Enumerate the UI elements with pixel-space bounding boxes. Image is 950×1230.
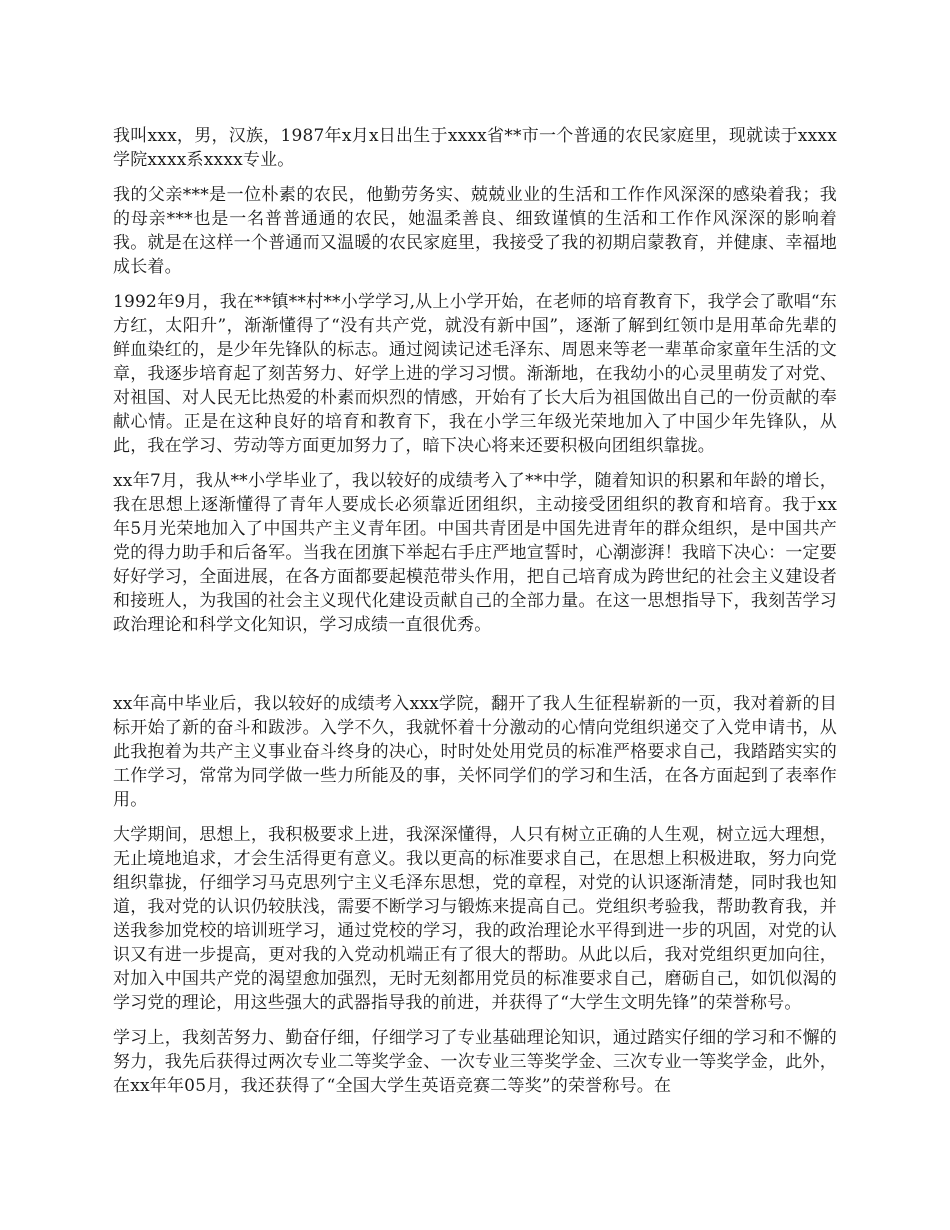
paragraph-college-study: 学习上，我刻苦努力、勤奋仔细，仔细学习了专业基础理论知识，通过踏实仔细的学习和不懈的努力，我先后获得过两次专业二等奖学金、一次专业三等奖学金、三次专业一等奖学金，此外，在xx年年05月，我还获得了“全国大学生英语竞赛二等奖”的荣誉称号。在 xyxy=(113,1028,837,1096)
paragraph-gap xyxy=(113,648,837,692)
document-page xyxy=(113,124,837,1109)
paragraph-family: 我的父亲***是一位朴素的农民，他勤劳务实、兢兢业业的生活和工作作风深深的感染着我；我的母亲***也是一名普普通通的农民，她温柔善良、细致谨慎的生活和工作作风深深的影响着我。就是在这样一个普通而又温暖的农民家庭里，我接受了我的初期启蒙教育，并健康、幸福地成长着。 xyxy=(113,185,837,277)
paragraph-primary-school: 1992年9月，我在**镇**村**小学学习,从上小学开始，在老师的培育教育下，我学会了歌唱“东方红，太阳升”，渐渐懂得了“没有共产党，就没有新中国”，逐渐了解到红领巾是用革命先辈的鲜血染红的，是少年先锋队的标志。通过阅读记述毛泽东、周恩来等老一辈革命家童年生活的文章，我逐步培育起了刻苦努力、好学上进的学习习惯。渐渐地，在我幼小的心灵里萌发了对党、对祖国、对人民无比热爱的朴素而炽烈的情感，开始有了长大后为祖国做出自己的一份贡献的奉献心情。正是在这种良好的培育和教育下，我在小学三年级光荣地加入了中国少年先锋队，从此，我在学习、劳动等方面更加努力了，暗下决心将来还要积极向团组织靠拢。 xyxy=(113,292,837,456)
paragraph-college-entry: xx年高中毕业后，我以较好的成绩考入xxx学院，翻开了我人生征程崭新的一页，我对着新的目标开始了新的奋斗和跋涉。入学不久，我就怀着十分激动的心情向党组织递交了入党申请书，从此我抱着为共产主义事业奋斗终身的决心，时时处处用党员的标准严格要求自己，我踏踏实实的工作学习，常常为同学做一些力所能及的事，关怀同学们的学习和生活，在各方面起到了表率作用。 xyxy=(113,694,837,810)
paragraph-middle-school: xx年7月，我从**小学毕业了，我以较好的成绩考入了**中学，随着知识的积累和年龄的增长，我在思想上逐渐懂得了青年人要成长必须靠近团组织，主动接受团组织的教育和培育。我于xx年5月光荣地加入了中国共产主义青年团。中国共青团是中国先进青年的群众组织，是中国共产党的得力助手和后备军。当我在团旗下举起右手庄严地宣誓时，心潮澎湃！我暗下决心：一定要好好学习，全面进展，在各方面都要起模范带头作用，把自己培育成为跨世纪的社会主义建设者和接班人，为我国的社会主义现代化建设贡献自己的全部力量。在这一思想指导下，我刻苦学习政治理论和科学文化知识，学习成绩一直很优秀。 xyxy=(113,471,837,635)
paragraph-self-intro: 我叫xxx，男，汉族，1987年x月x日出生于xxxx省**市一个普通的农民家庭里，现就读于xxxx学院xxxx系xxxx专业。 xyxy=(113,126,837,170)
paragraph-college-ideology: 大学期间，思想上，我积极要求上进，我深深懂得，人只有树立正确的人生观，树立远大理想，无止境地追求，才会生活得更有意义。我以更高的标准要求自己，在思想上积极进取，努力向党组织靠拢，仔细学习马克思列宁主义毛泽东思想，党的章程，对党的认识逐渐清楚，同时我也知道，我对党的认识仍较肤浅，需要不断学习与锻炼来提高自己。党组织考验我，帮助教育我，并送我参加党校的培训班学习，通过党校的学习，我的政治理论水平得到进一步的巩固，对党的认识又有进一步提高，更对我的入党动机端正有了很大的帮助。从此以后，我对党组织更加向往，对加入中国共产党的渴望愈加强烈，无时无刻都用党员的标准要求自己，磨砺自己，如饥似渴的学习党的理论，用这些强大的武器指导我的前进，并获得了“大学生文明先锋”的荣誉称号。 xyxy=(113,825,837,1013)
